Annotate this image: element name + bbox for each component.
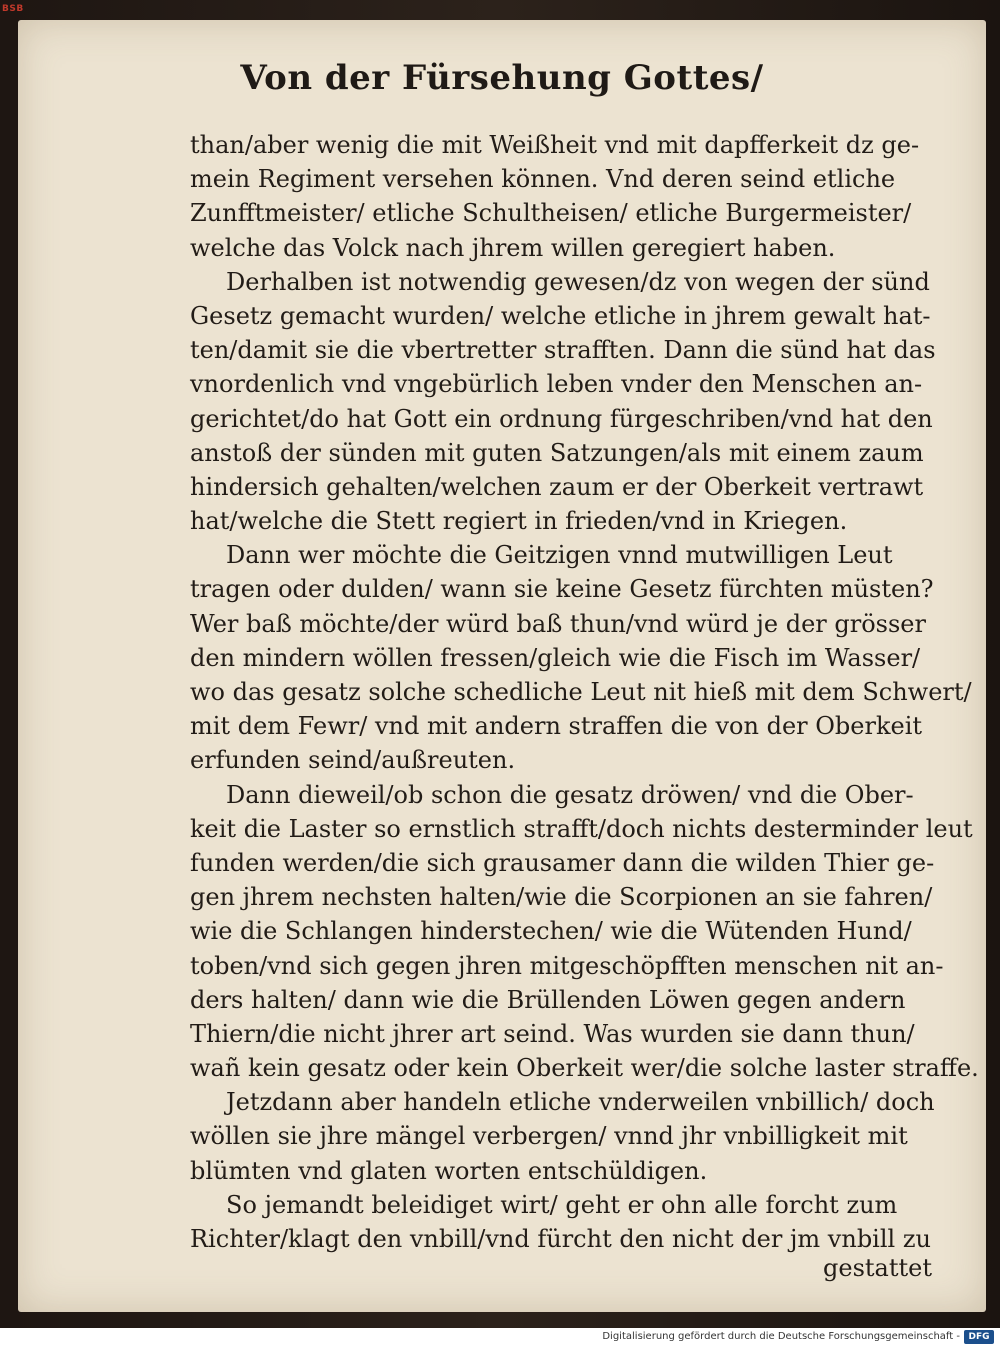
text-line: wañ kein gesatz oder kein Oberkeit wer/die solche laster straffe.: [190, 1054, 979, 1083]
text-line: wie die Schlangen hinderstechen/ wie die Wütenden Hund/: [190, 917, 912, 946]
text-line: Wer baß möchte/der würd baß thun/vnd würd je der grösser: [190, 609, 926, 638]
text-line: than/aber wenig die mit Weißheit vnd mit dapfferkeit dz ge-: [190, 131, 920, 159]
text-line: Jetzdann aber handeln etliche vnderweilen vnbillich/ doch: [226, 1088, 935, 1117]
text-line: vnordenlich vnd vngebürlich leben vnder den Menschen an-: [190, 370, 923, 399]
footer-bar: [0, 1328, 1000, 1347]
text-line: So jemandt beleidiget wirt/ geht er ohn alle forcht zum: [226, 1190, 898, 1219]
running-head: Von der Fürsehung Gottes/: [240, 58, 764, 98]
text-line: Gesetz gemacht wurden/ welche etliche in jhrem gewalt hat-: [190, 301, 931, 330]
text-line: hindersich gehalten/welchen zaum er der Oberkeit vertrawt: [190, 472, 924, 501]
text-line: erfunden seind/außreuten.: [190, 746, 516, 775]
text-line: anstoß der sünden mit guten Satzungen/als mit einem zaum: [190, 438, 924, 467]
body-text: [190, 128, 979, 1256]
text-line: Derhalben ist notwendig gewesen/dz von wegen der sünd: [226, 267, 930, 296]
text-line: Zunfftmeister/ etliche Schultheisen/ etliche Burgermeister/: [190, 199, 912, 228]
text-line: tragen oder dulden/ wann sie keine Gesetz fürchten müsten?: [190, 575, 934, 604]
text-line: keit die Laster so ernstlich strafft/doch nichts desterminder leut: [190, 814, 973, 843]
footer-credit: Digitalisierung gefördert durch die Deutsche Forschungsgemeinschaft -: [602, 1331, 960, 1342]
text-line: blümten vnd glaten worten entschüldigen.: [190, 1156, 708, 1185]
catchword: gestattet: [823, 1254, 932, 1282]
text-line: funden werden/die sich grausamer dann die wilden Thier ge-: [190, 848, 935, 877]
text-line: wo das gesatz solche schedliche Leut nit hieß mit dem Schwert/: [190, 678, 972, 706]
text-line: hat/welche die Stett regiert in frieden/vnd in Kriegen.: [190, 507, 848, 536]
text-line: wöllen sie jhre mängel verbergen/ vnnd jhr vnbilligkeit mit: [190, 1122, 908, 1151]
document-page: [18, 20, 986, 1312]
text-line: toben/vnd sich gegen jhren mitgeschöpfften menschen nit an-: [190, 951, 944, 980]
text-line: mein Regiment versehen können. Vnd deren seind etliche: [190, 165, 896, 194]
text-line: den mindern wöllen fressen/gleich wie die Fisch im Wasser/: [190, 643, 921, 672]
text-line: Richter/klagt den vnbill/vnd fürcht den nicht der jm vnbill zu: [190, 1225, 931, 1253]
dfg-logo: DFG: [964, 1330, 994, 1344]
text-line: Thiern/die nicht jhrer art seind. Was wurden sie dann thun/: [190, 1019, 915, 1048]
text-line: mit dem Fewr/ vnd mit andern straffen die von der Oberkeit: [190, 712, 923, 741]
text-line: gerichtet/do hat Gott ein ordnung fürgeschriben/vnd hat den: [190, 404, 933, 433]
text-line: gen jhrem nechsten halten/wie die Scorpionen an sie fahren/: [190, 883, 933, 912]
library-mark: BSB: [2, 4, 24, 14]
text-line: Dann wer möchte die Geitzigen vnnd mutwilligen Leut: [226, 541, 893, 570]
text-line: ders halten/ dann wie die Brüllenden Löwen gegen andern: [190, 985, 906, 1014]
text-line: Dann dieweil/ob schon die gesatz dröwen/ vnd die Ober-: [226, 780, 914, 809]
text-line: ten/damit sie die vbertretter strafften. Dann die sünd hat das: [190, 336, 936, 365]
text-line: welche das Volck nach jhrem willen geregiert haben.: [190, 233, 836, 262]
